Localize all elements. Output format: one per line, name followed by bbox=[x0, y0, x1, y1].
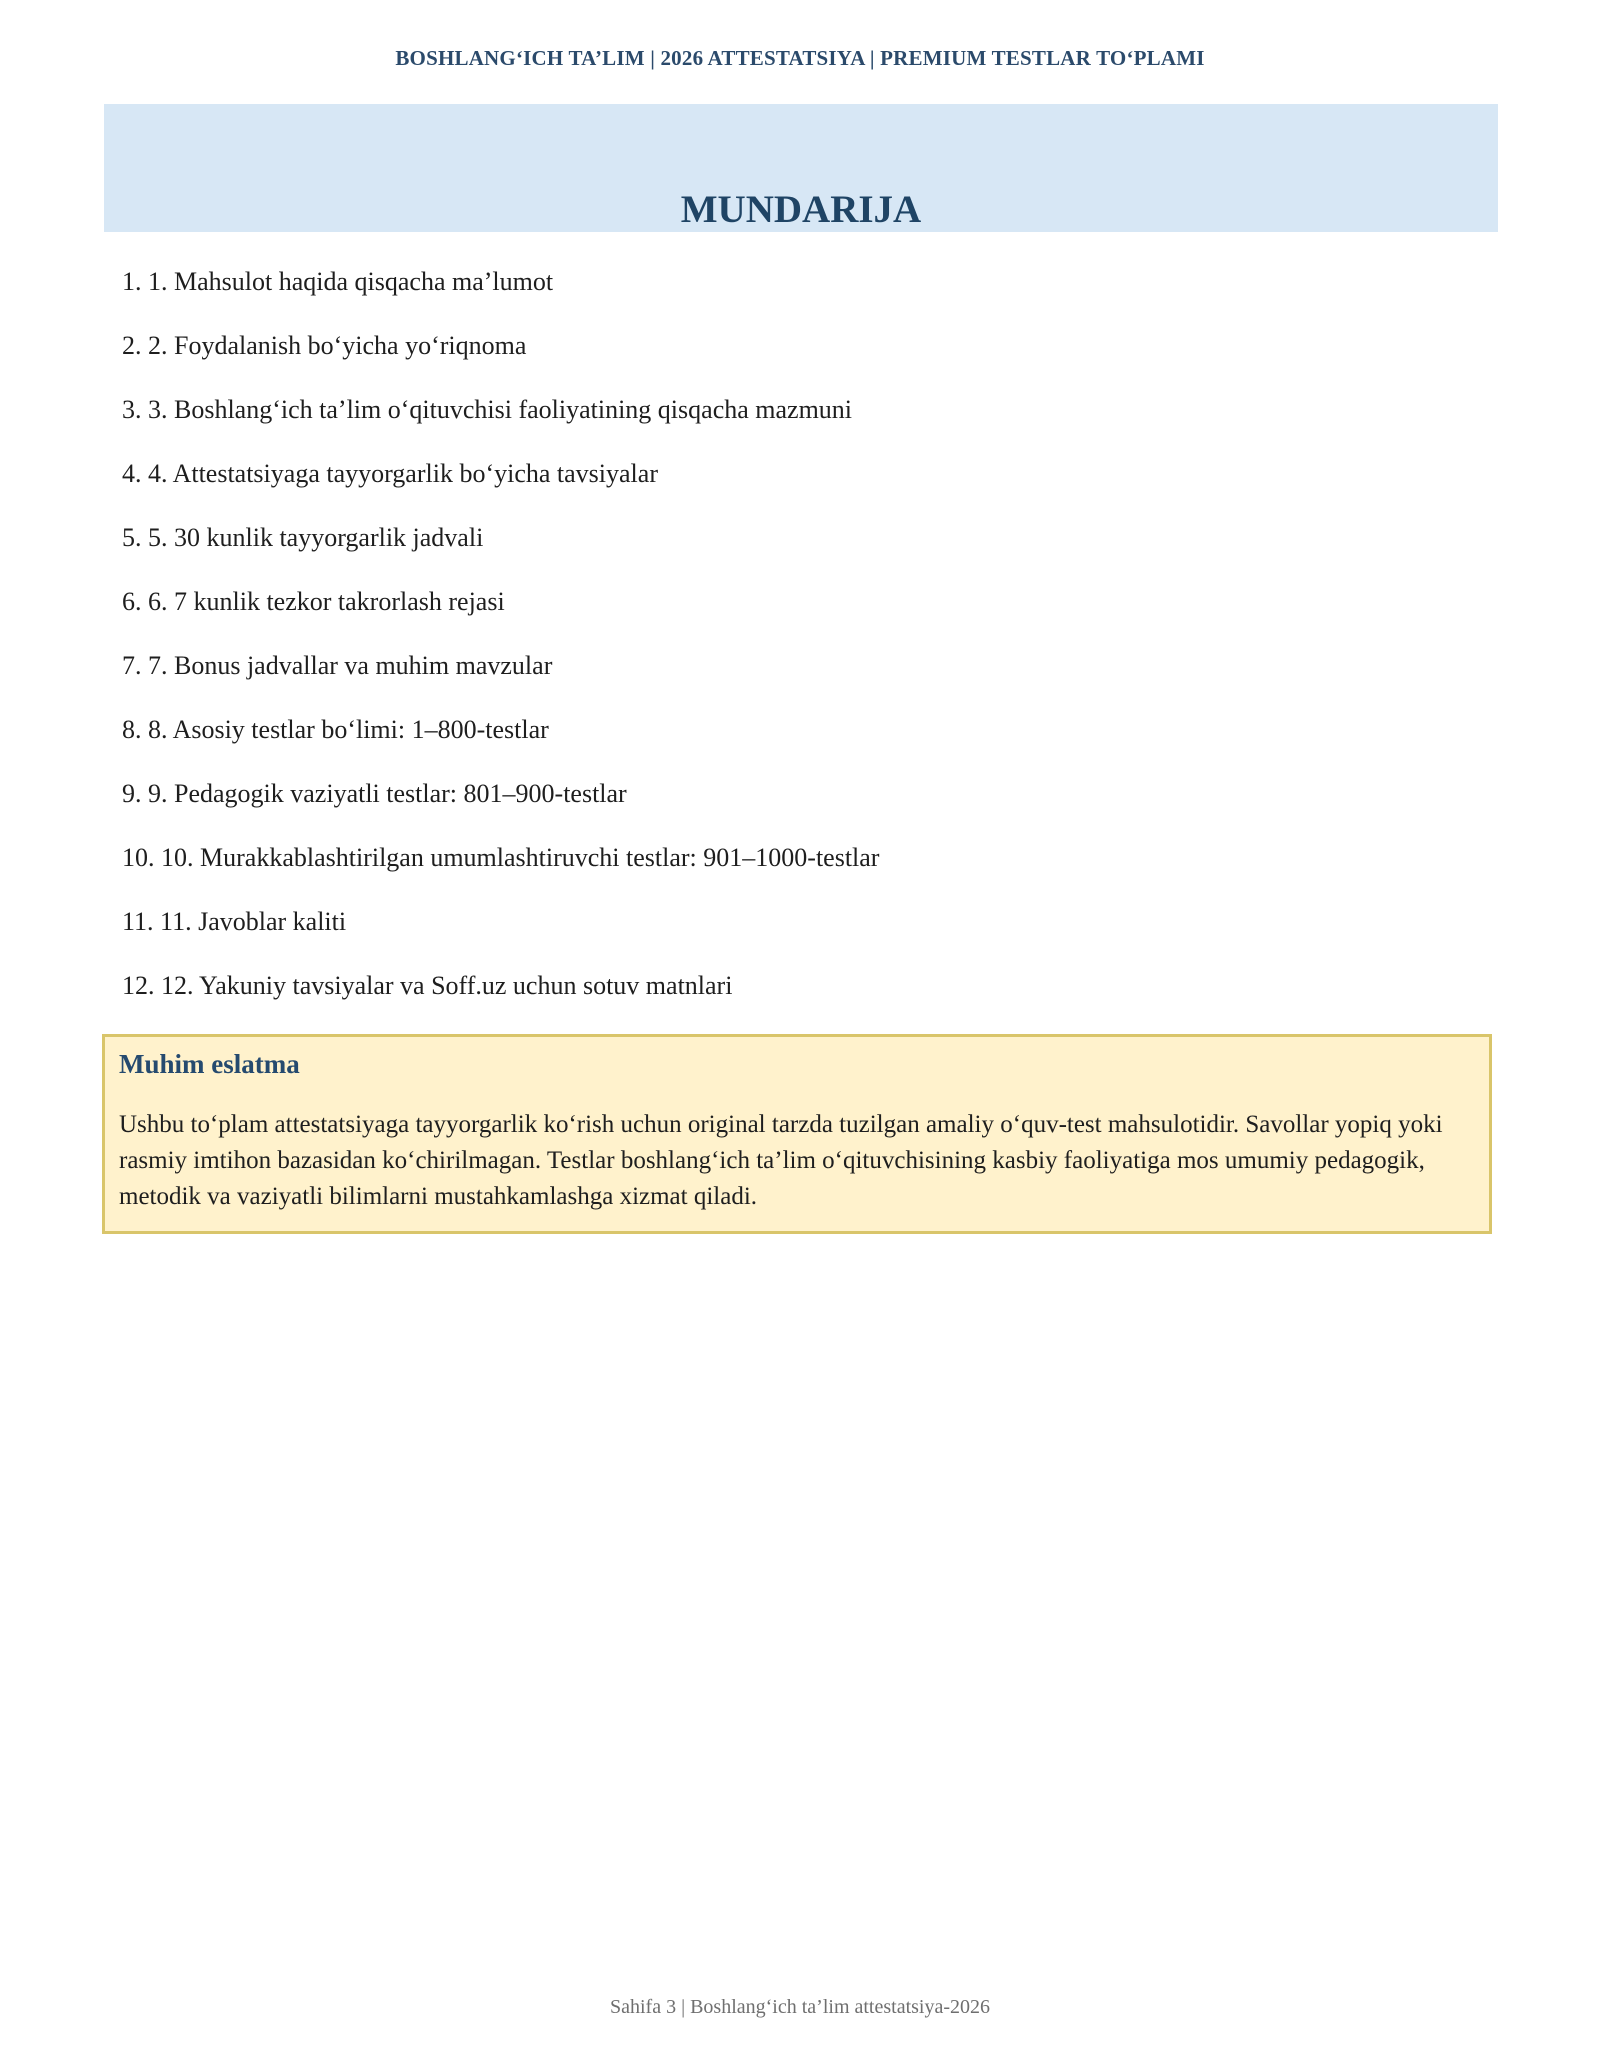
toc-title-band bbox=[104, 104, 1498, 232]
table-of-contents bbox=[122, 266, 1482, 1034]
important-note-box bbox=[102, 1034, 1492, 1234]
toc-item-6: 6. 6. 7 kunlik tezkor takrorlash rejasi bbox=[122, 587, 505, 616]
toc-item-7: 7. 7. Bonus jadvallar va muhim mavzular bbox=[122, 651, 553, 680]
page-footer: Sahifa 3 | Boshlang‘ich ta’lim attestatsiya-2026 bbox=[609, 1996, 991, 2018]
toc-item-8: 8. 8. Asosiy testlar bo‘limi: 1–800-testlar bbox=[122, 715, 549, 744]
toc-item-1: 1. 1. Mahsulot haqida qisqacha ma’lumot bbox=[122, 267, 554, 296]
toc-item-11: 11. 11. Javoblar kaliti bbox=[122, 907, 347, 936]
toc-item-9: 9. 9. Pedagogik vaziyatli testlar: 801–900-testlar bbox=[122, 779, 627, 808]
toc-item-5: 5. 5. 30 kunlik tayyorgarlik jadvali bbox=[122, 523, 484, 552]
toc-title: MUNDARIJA bbox=[680, 188, 922, 231]
toc-item-12: 12. 12. Yakuniy tavsiyalar va Soff.uz uchun sotuv matnlari bbox=[122, 971, 733, 1000]
toc-item-10: 10. 10. Murakkablashtirilgan umumlashtiruvchi testlar: 901–1000-testlar bbox=[122, 843, 880, 872]
note-title: Muhim eslatma bbox=[119, 1049, 300, 1079]
note-text: Ushbu to‘plam attestatsiyaga tayyorgarlik ko‘rish uchun original tarzda tuzilgan amaliy o‘quv-test mahsulotidir. Savollar yopiq yoki rasmiy imtihon bazasidan ko‘chirilmagan. Testlar boshlang‘ich ta’lim o‘qituvchisining kasbiy faoliyatiga mos umumiy pedagogik, metodik va vaziyatli bilimlarni mustahkamlashga xizmat qiladi. bbox=[119, 1111, 1443, 1210]
toc-item-2: 2. 2. Foydalanish bo‘yicha yo‘riqnoma bbox=[122, 331, 527, 360]
running-header: BOSHLANG‘ICH TA’LIM | 2026 ATTESTATSIYA | PREMIUM TESTLAR TO‘PLAMI bbox=[395, 46, 1205, 70]
toc-item-3: 3. 3. Boshlang‘ich ta’lim o‘qituvchisi faoliyatining qisqacha mazmuni bbox=[122, 395, 853, 424]
toc-item-4: 4. 4. Attestatsiyaga tayyorgarlik bo‘yicha tavsiyalar bbox=[122, 459, 658, 488]
